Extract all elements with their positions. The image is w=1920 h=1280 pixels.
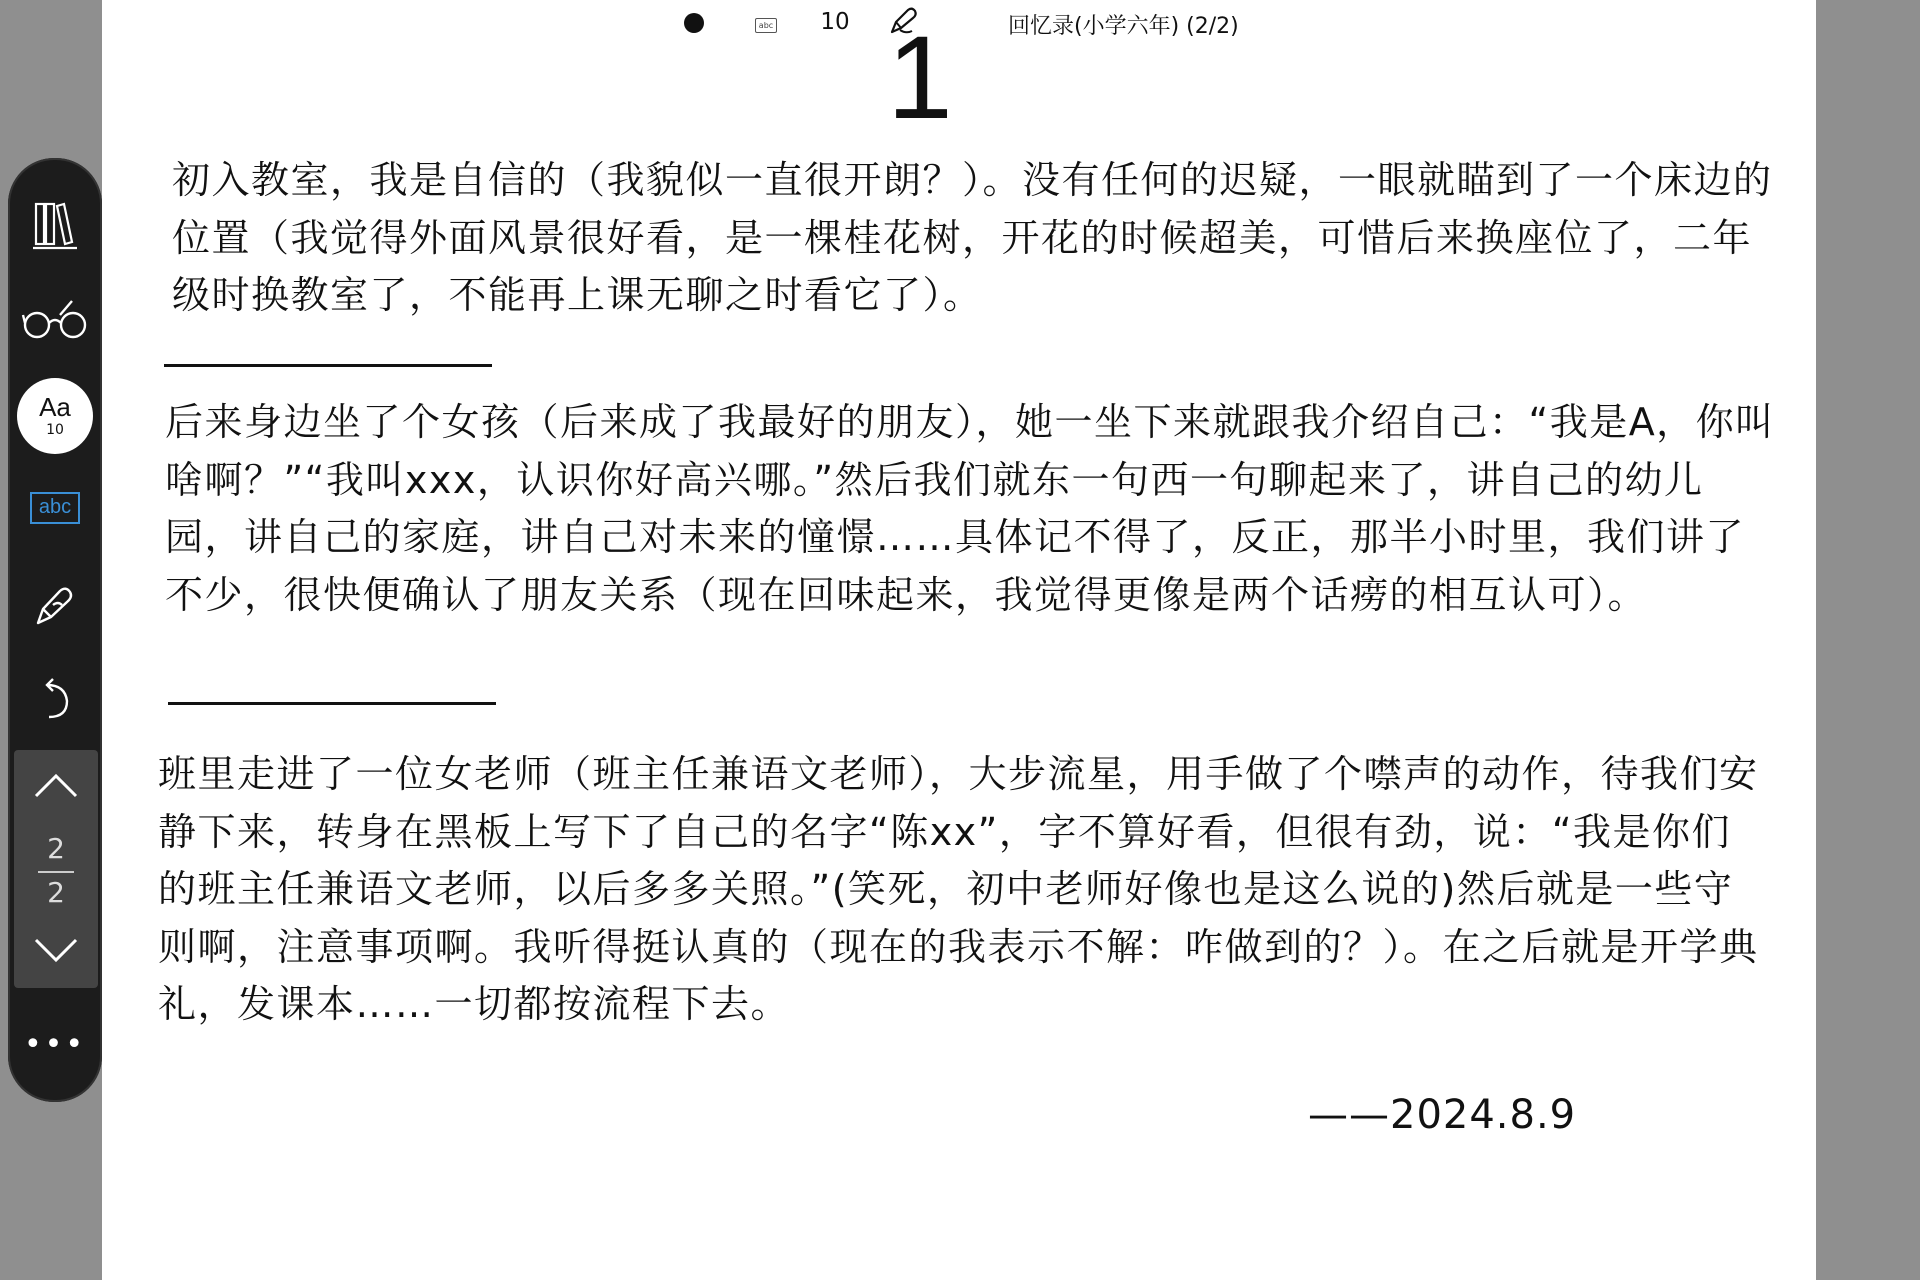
text-recognition-button[interactable]: abc — [30, 492, 80, 524]
font-button-label: Aa — [39, 392, 71, 422]
side-toolbar — [8, 158, 102, 1102]
current-page: 2 — [47, 832, 65, 865]
glasses-icon — [20, 295, 90, 345]
undo-button[interactable] — [8, 658, 102, 738]
pen-tool-button[interactable] — [8, 566, 102, 646]
right-margin — [1816, 0, 1920, 1280]
library-button[interactable] — [8, 186, 102, 266]
chevron-up-icon[interactable] — [32, 768, 80, 808]
text-mode-icon: abc — [755, 18, 777, 33]
status-bar — [0, 4, 1920, 40]
reading-mode-button[interactable] — [8, 280, 102, 360]
pen-icon — [30, 581, 80, 631]
date-signature: ——2024.8.9 — [1308, 1092, 1577, 1138]
chevron-down-icon[interactable] — [32, 932, 80, 972]
document-title: 回忆录(小学六年) (2/2) — [1008, 14, 1239, 39]
page-navigator — [14, 750, 98, 988]
total-pages: 2 — [47, 876, 65, 909]
font-settings-button[interactable] — [17, 378, 93, 454]
pen-color-indicator — [684, 13, 704, 33]
status-font-size: 10 — [820, 9, 850, 35]
divider-line — [164, 364, 492, 367]
page-divider — [38, 871, 74, 873]
undo-icon — [35, 673, 75, 723]
divider-line — [168, 702, 496, 705]
font-button-size: 10 — [46, 422, 64, 438]
page-number: 1 — [887, 12, 953, 144]
paragraph-2: 后来身边坐了个女孩（后来成了我最好的朋友），她一坐下来就跟我介绍自己：“我是A，你叫啥啊？”“我叫xxx，认识你好高兴哪。”然后我们就东一句西一句聊起来了，讲自己的幼儿园，讲自己的家庭，讲自己对未来的憧憬……具体记不得了，反正，那半小时里，我们讲了不少，很快便确认了朋友关系（现在回味起来，我觉得更像是两个话痨的相互认可）。 — [165, 400, 1775, 617]
more-options-button[interactable]: ••• — [23, 1027, 87, 1062]
paragraph-3: 班里走进了一位女老师（班主任兼语文老师），大步流星，用手做了个噤声的动作，待我们安静下来，转身在黑板上写下了自己的名字“陈xx”，字不算好看，但很有劲，说：“我是你们的班主任兼语文老师，以后多多关照。”(笑死，初中老师好像也是这么说的)然后就是一些守则啊，注意事项啊。我听得挺认真的（现在的我表示不解：咋做到的？）。在之后就是开学典礼，发课本……一切都按流程下去。 — [158, 752, 1759, 1026]
library-books-icon — [30, 200, 80, 252]
paragraph-1: 初入教室，我是自信的（我貌似一直很开朗？）。没有任何的迟疑，一眼就瞄到了一个床边的位置（我觉得外面风景很好看，是一棵桂花树，开花的时候超美，可惜后来换座位了，二年级时换教室了，不能再上课无聊之时看它了）。 — [172, 158, 1773, 317]
